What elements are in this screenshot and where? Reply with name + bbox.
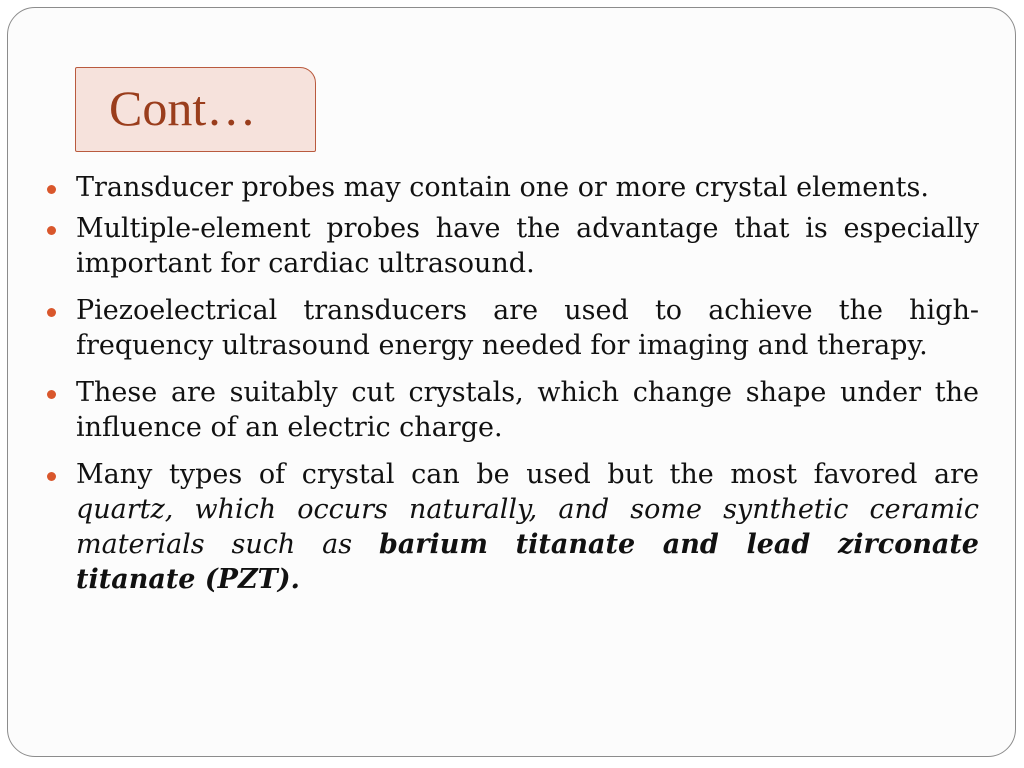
- bullet-item: [76, 211, 979, 281]
- bullet-item: [76, 375, 979, 445]
- bullet-dot-icon: [47, 308, 56, 317]
- bullet-text: These are suitably cut crystals, which change shape under the influence of an electric charge.: [76, 377, 979, 443]
- bullet-item: [76, 457, 979, 597]
- bullet-list: [76, 170, 979, 609]
- bullet-dot-icon: [47, 226, 56, 235]
- title-box: [75, 67, 316, 152]
- bullet-dot-icon: [47, 390, 56, 399]
- bullet-text: Multiple-element probes have the advantage that is especially important for cardiac ultrasound.: [76, 213, 979, 279]
- bullet-text-plain: Many types of crystal can be used but the most favored are: [76, 459, 979, 490]
- bullet-text-bold: barium titanate and lead zirconate titanate (PZT).: [76, 529, 979, 595]
- bullet-item: [76, 293, 979, 363]
- bullet-item: [76, 170, 979, 205]
- bullet-text: Piezoelectrical transducers are used to achieve the high-frequency ultrasound energy needed for imaging and therapy.: [76, 295, 979, 361]
- bullet-dot-icon: [47, 185, 56, 194]
- bullet-text-italic: quartz, which occurs naturally, and some synthetic ceramic materials such as: [76, 494, 979, 560]
- slide-title: Cont…: [109, 80, 257, 136]
- bullet-dot-icon: [47, 472, 56, 481]
- bullet-text: Transducer probes may contain one or more crystal elements.: [76, 172, 929, 203]
